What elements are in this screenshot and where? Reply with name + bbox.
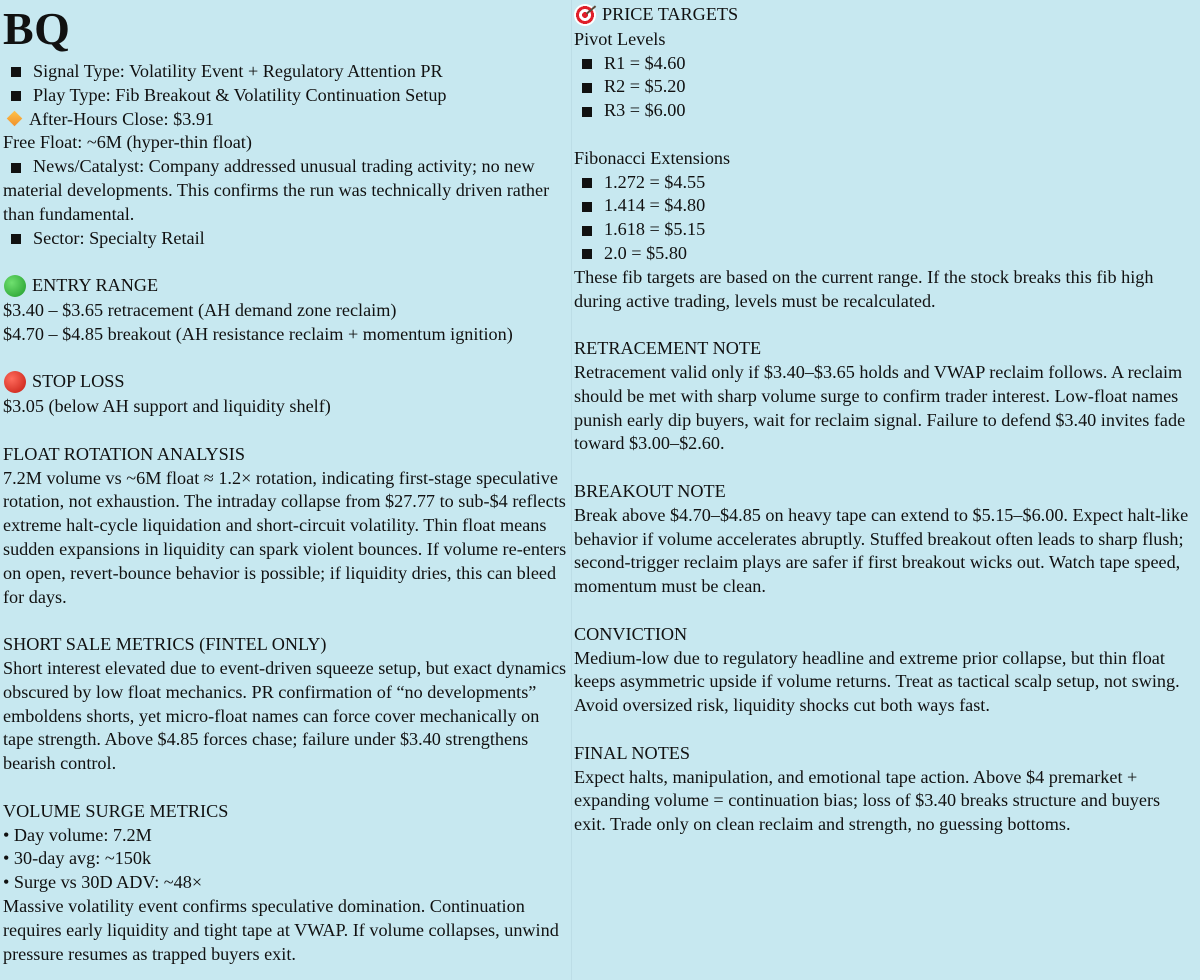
black-square-icon [11, 163, 21, 173]
breakout-body: Break above $4.70–$4.85 on heavy tape can extend to $5.15–$6.00. Expect halt-like behavior if volume accelerates abruptly. Stuffed breakout often leads to sharp flush; second-trigger reclaim plays are safer if first breakout wicks out. Watch tape speed, momentum must be clean. [574, 504, 1189, 597]
pivot-item [574, 99, 1196, 123]
entry-range-title: ENTRY RANGE [32, 275, 159, 296]
black-square-icon [11, 234, 21, 244]
ah-close-text: After-Hours Close: $3.91 [29, 108, 215, 129]
orange-diamond-icon [7, 111, 23, 127]
signal-type-row [3, 60, 569, 84]
column-divider [571, 0, 572, 980]
pivot-levels-title: Pivot Levels [574, 28, 666, 49]
fib-item [574, 171, 1196, 195]
pivot-item [574, 52, 1196, 76]
free-float-text: Free Float: ~6M (hyper-thin float) [3, 132, 252, 153]
fib-note: These fib targets are based on the current range. If the stock breaks this fib high during active trading, levels must be recalculated. [574, 266, 1154, 311]
short-sale-heading: SHORT SALE METRICS (FINTEL ONLY) [3, 634, 327, 655]
black-square-icon [582, 107, 592, 117]
black-square-icon [582, 249, 592, 259]
entry-range-line-1: $3.40 – $3.65 retracement (AH demand zone reclaim) [3, 300, 397, 320]
signal-type-text: Signal Type: Volatility Event + Regulatory Attention PR [33, 61, 443, 81]
short-sale-body: Short interest elevated due to event-driven squeeze setup, but exact dynamics obscured by low float mechanics. PR confirmation of “no developments” emboldens shorts, yet micro-float names can force cover mechanically on tape strength. Above $4.85 forces chase; failure under $3.40 strengthens bearish control. [3, 657, 567, 774]
dart-target-icon [574, 4, 596, 26]
breakout-heading: BREAKOUT NOTE [574, 480, 726, 501]
price-targets-title: PRICE TARGETS [602, 4, 739, 24]
stop-loss-line: $3.05 (below AH support and liquidity shelf) [3, 396, 331, 417]
sector-text: Sector: Specialty Retail [33, 227, 205, 248]
black-square-icon [11, 67, 21, 77]
green-circle-icon [4, 275, 26, 297]
float-rotation-heading: FLOAT ROTATION ANALYSIS [3, 443, 245, 464]
black-square-icon [582, 178, 592, 188]
retracement-heading: RETRACEMENT NOTE [574, 338, 762, 359]
conviction-heading: CONVICTION [574, 623, 688, 644]
black-square-icon [582, 202, 592, 212]
fib-extensions-title: Fibonacci Extensions [574, 147, 731, 168]
entry-range-heading [3, 274, 569, 299]
pivot-item [574, 75, 1196, 99]
volume-surge-body: Massive volatility event confirms speculative domination. Continuation requires early liquidity and tight tape at VWAP. If volume collapses, unwind pressure resumes as trapped buyers exit. [3, 895, 559, 964]
stop-loss-heading [3, 370, 569, 395]
news-text: News/Catalyst: Company addressed unusual trading activity; no new material developments. This confirms the run was technically driven rather than fundamental. [3, 156, 550, 224]
left-column [3, 0, 569, 966]
black-square-icon [11, 91, 21, 101]
fib-item [574, 242, 1196, 266]
volume-item: • 30-day avg: ~150k [3, 848, 152, 869]
fib-item [574, 218, 1196, 242]
right-column [574, 0, 1196, 837]
entry-range-line-2: $4.70 – $4.85 breakout (AH resistance reclaim + momentum ignition) [3, 323, 513, 344]
fib-value: 1.414 = $4.80 [604, 195, 706, 216]
volume-item: • Day volume: 7.2M [3, 824, 152, 845]
play-type-text: Play Type: Fib Breakout & Volatility Continuation Setup [33, 84, 447, 105]
play-type-row [3, 84, 569, 108]
final-notes-body: Expect halts, manipulation, and emotional tape action. Above $4 premarket + expanding volume = continuation bias; loss of $3.40 breaks structure and buyers exit. Trade only on clean reclaim and strength, no guessing bottoms. [574, 766, 1161, 835]
red-circle-icon [4, 371, 26, 393]
volume-item: • Surge vs 30D ADV: ~48× [3, 872, 203, 893]
float-rotation-body: 7.2M volume vs ~6M float ≈ 1.2× rotation, indicating first-stage speculative rotation, not exhaustion. The intraday collapse from $27.77 to sub-$4 reflects extreme halt-cycle liquidation and short-circuit volatility. Thin float means sudden expansions in liquidity can spark violent bounces. If volume re-enters on open, revert-bounce behavior is possible; if liquidity dries, this can bleed for days. [3, 467, 567, 607]
ticker-title: BQ [3, 3, 71, 54]
fib-value: 1.618 = $5.15 [604, 219, 706, 240]
black-square-icon [582, 226, 592, 236]
stop-loss-title: STOP LOSS [32, 371, 125, 392]
black-square-icon [582, 59, 592, 69]
price-targets-heading [574, 3, 1196, 28]
news-row [3, 155, 569, 226]
sector-row [3, 227, 569, 251]
fib-item [574, 194, 1196, 218]
retracement-body: Retracement valid only if $3.40–$3.65 holds and VWAP reclaim follows. A reclaim should be met with sharp volume surge to confirm trader interest. Low-float names punish early dip buyers, wait for reclaim signal. Failure to defend $3.40 invites fade toward $3.00–$2.60. [574, 361, 1186, 454]
black-square-icon [582, 83, 592, 93]
pivot-value: R1 = $4.60 [604, 52, 686, 73]
pivot-value: R2 = $5.20 [604, 76, 686, 97]
conviction-body: Medium-low due to regulatory headline and extreme prior collapse, but thin float keeps asymmetric upside if volume returns. Treat as tactical scalp setup, not swing. Avoid oversized risk, liquidity shocks cut both ways fast. [574, 647, 1180, 716]
final-notes-heading: FINAL NOTES [574, 742, 691, 763]
fib-value: 1.272 = $4.55 [604, 171, 706, 192]
pivot-value: R3 = $6.00 [604, 100, 686, 121]
volume-surge-heading: VOLUME SURGE METRICS [3, 800, 229, 821]
fib-value: 2.0 = $5.80 [604, 243, 688, 263]
ah-close-row [3, 108, 569, 132]
